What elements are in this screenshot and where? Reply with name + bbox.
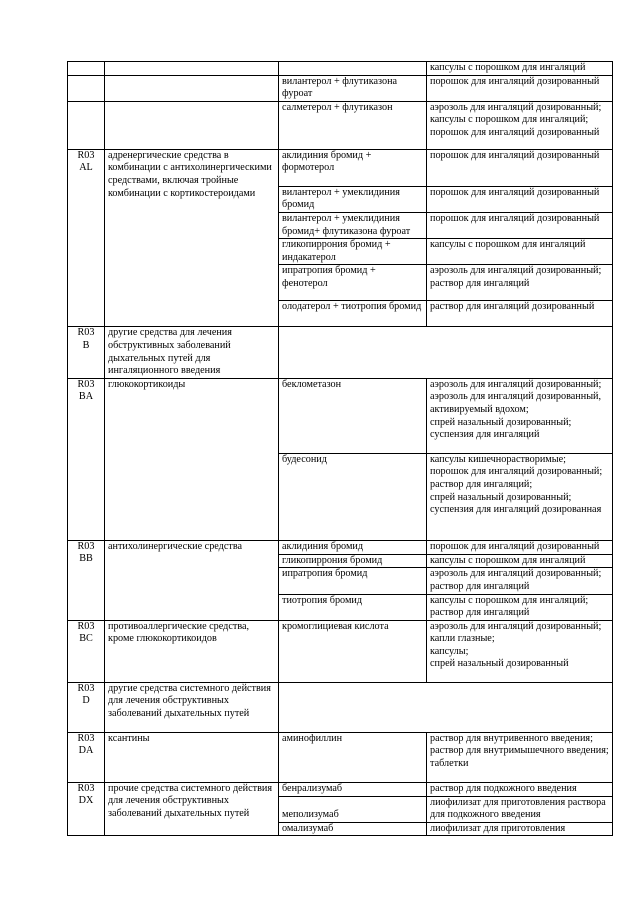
dosage-form-line: раствор для ингаляций;	[430, 478, 533, 490]
atc-code-cell	[68, 75, 105, 101]
dosage-form-line: порошок для ингаляций дозированный;	[430, 466, 603, 478]
dosage-form-line: раствор для внутримышечного введения;	[430, 745, 609, 757]
dosage-form-line: капсулы с порошком для ингаляций	[430, 239, 586, 251]
dosage-forms-cell	[427, 568, 613, 594]
atc-code-cell	[68, 682, 105, 732]
dosage-form-line: порошок для ингаляций дозированный	[430, 212, 600, 224]
dosage-form-line: аэрозоль для ингаляций дозированный;	[430, 620, 602, 632]
dosage-forms-cell	[427, 594, 613, 620]
dosage-forms-cell	[427, 796, 613, 822]
pharmacological-group-cell: глюкокортикоиды	[105, 378, 279, 540]
dosage-form-line: аэрозоль для ингаляций дозированный; раствор для ингаляций	[430, 568, 602, 592]
dosage-form-line: лиофилизат для приготовления	[430, 822, 566, 834]
atc-code-part: AL	[79, 162, 93, 174]
dosage-form-line: лиофилизат для приготовления раствора для подкожного введения	[430, 796, 606, 821]
drug-name-cell: кромоглициевая кислота	[279, 620, 427, 682]
dosage-forms-cell	[427, 212, 613, 238]
dosage-forms-cell	[427, 822, 613, 836]
pharmacological-group-cell: антихолинергические средства	[105, 540, 279, 620]
atc-code-part: D	[82, 695, 90, 707]
dosage-form-line: спрей назальный дозированный;	[430, 491, 572, 503]
drug-name-cell: меполизумаб	[279, 796, 427, 822]
atc-code-part: DX	[78, 795, 94, 807]
drug-name-cell: вилантерол + умеклидиния бромид+ флутиказона фуроат	[279, 212, 427, 238]
dosage-form-line: капсулы с порошком для ингаляций;	[430, 114, 589, 126]
dosage-forms-cell	[427, 453, 613, 540]
dosage-forms-cell	[427, 378, 613, 453]
dosage-forms-cell	[427, 186, 613, 212]
dosage-form-line: раствор для ингаляций	[430, 607, 530, 619]
dosage-form-line: капли глазные;	[430, 633, 495, 645]
empty-cell	[279, 682, 613, 732]
table-row	[68, 732, 613, 782]
dosage-form-line: раствор для подкожного введения	[430, 782, 577, 794]
table-row	[68, 75, 613, 101]
dosage-form-line: капсулы кишечнорастворимые;	[430, 453, 566, 465]
table-body	[68, 62, 613, 836]
empty-cell	[279, 327, 613, 378]
dosage-form-line: капсулы с порошком для ингаляций	[430, 554, 586, 566]
drug-name-cell: будесонид	[279, 453, 427, 540]
table-row	[68, 62, 613, 76]
dosage-forms-cell	[427, 620, 613, 682]
table-row	[68, 782, 613, 796]
drug-name-cell: аклидиния бромид + формотерол	[279, 149, 427, 186]
drug-name-cell	[279, 62, 427, 76]
atc-code-part: R03	[77, 782, 95, 794]
drug-name-cell: олодатерол + тиотропия бромид	[279, 301, 427, 327]
drug-name-cell: тиотропия бромид	[279, 594, 427, 620]
dosage-form-line: спрей назальный дозированный;	[430, 416, 572, 428]
dosage-forms-cell	[427, 101, 613, 149]
dosage-forms-cell	[427, 540, 613, 554]
pharmacological-group-cell: прочие средства системного действия для лечения обструктивных заболеваний дыхательных путей	[105, 782, 279, 836]
atc-code-cell	[68, 62, 105, 76]
dosage-forms-cell	[427, 75, 613, 101]
atc-code-cell	[68, 732, 105, 782]
drug-name-cell: ипратропия бромид	[279, 568, 427, 594]
dosage-forms-cell	[427, 62, 613, 76]
atc-code-cell	[68, 101, 105, 149]
drug-name-cell: омализумаб	[279, 822, 427, 836]
table-row	[68, 327, 613, 378]
dosage-form-line: раствор для ингаляций	[430, 277, 530, 289]
drug-name-cell: салметерол + флутиказон	[279, 101, 427, 149]
dosage-forms-cell	[427, 265, 613, 301]
dosage-form-line: порошок для ингаляций дозированный	[430, 126, 600, 138]
pharmacological-group-cell: другие средства для лечения обструктивных заболеваний дыхательных путей для ингаляционного введения	[105, 327, 279, 378]
dosage-form-line: аэрозоль для ингаляций дозированный;	[430, 265, 602, 277]
dosage-form-line: порошок для ингаляций дозированный	[430, 75, 600, 87]
dosage-form-line: порошок для ингаляций дозированный	[430, 540, 600, 552]
atc-code-part: R03	[77, 682, 95, 694]
dosage-forms-cell	[427, 301, 613, 327]
table-row	[68, 101, 613, 149]
atc-code-cell	[68, 620, 105, 682]
pharmacological-group-cell: другие средства системного действия для лечения обструктивных заболеваний дыхательных путей	[105, 682, 279, 732]
drug-name-cell: гликопиррония бромид	[279, 554, 427, 568]
drug-name-cell: гликопиррония бромид + индакатерол	[279, 239, 427, 265]
dosage-form-line: раствор для внутривенного введения;	[430, 732, 593, 744]
pharmacological-group-cell	[105, 75, 279, 101]
atc-code-part: R03	[77, 540, 95, 552]
dosage-form-line: капсулы с порошком для ингаляций	[430, 62, 586, 73]
dosage-forms-cell	[427, 732, 613, 782]
atc-code-part: R03	[77, 378, 95, 390]
dosage-form-line: капсулы;	[430, 645, 469, 657]
dosage-form-line: таблетки	[430, 757, 469, 769]
atc-code-cell	[68, 782, 105, 836]
pharmacological-group-cell: ксантины	[105, 732, 279, 782]
pharmacological-group-cell: противоаллергические средства, кроме глюкокортикоидов	[105, 620, 279, 682]
atc-code-part: R03	[77, 620, 95, 632]
table-row	[68, 540, 613, 554]
dosage-form-line: суспензия для ингаляций	[430, 429, 540, 441]
table-row	[68, 378, 613, 453]
drug-name-cell: бенрализумаб	[279, 782, 427, 796]
atc-code-cell	[68, 149, 105, 327]
dosage-form-line: порошок для ингаляций дозированный	[430, 149, 600, 161]
dosage-form-line: аэрозоль для ингаляций дозированный;	[430, 378, 602, 390]
table-row	[68, 149, 613, 186]
table-row	[68, 682, 613, 732]
pharmacological-group-cell: адренергические средства в комбинации с антихолинергическими средствами, включая тройные комбинации с кортикостероидами	[105, 149, 279, 327]
dosage-forms-cell	[427, 239, 613, 265]
atc-code-part: B	[82, 339, 90, 351]
atc-code-part: R03	[77, 327, 95, 339]
dosage-form-line: капсулы с порошком для ингаляций;	[430, 594, 589, 606]
pharmacological-group-cell	[105, 62, 279, 76]
drug-name-cell: вилантерол + умеклидиния бромид	[279, 186, 427, 212]
drug-name-cell: аминофиллин	[279, 732, 427, 782]
table-row	[68, 620, 613, 682]
dosage-form-line: спрей назальный дозированный	[430, 658, 569, 670]
atc-code-cell	[68, 378, 105, 540]
drug-table	[67, 61, 613, 836]
dosage-form-line: раствор для ингаляций дозированный	[430, 301, 595, 313]
atc-code-part: BC	[79, 633, 93, 645]
atc-code-cell	[68, 540, 105, 620]
dosage-form-line: аэрозоль для ингаляций дозированный;	[430, 101, 602, 113]
drug-name-cell: ипратропия бромид + фенотерол	[279, 265, 427, 301]
pharmacological-group-cell	[105, 101, 279, 149]
dosage-form-line: суспензия для ингаляций дозированная	[430, 504, 602, 516]
dosage-form-line: порошок для ингаляций дозированный	[430, 186, 600, 198]
drug-name-cell: аклидиния бромид	[279, 540, 427, 554]
drug-name-cell: беклометазон	[279, 378, 427, 453]
dosage-forms-cell	[427, 554, 613, 568]
dosage-forms-cell	[427, 149, 613, 186]
drug-name-cell: вилантерол + флутиказона фуроат	[279, 75, 427, 101]
atc-code-part: DA	[78, 745, 94, 757]
atc-code-cell	[68, 327, 105, 378]
atc-code-part: BA	[78, 391, 94, 403]
dosage-form-line: аэрозоль для ингаляций дозированный, активируемый вдохом;	[430, 391, 602, 415]
atc-code-part: R03	[77, 149, 95, 161]
dosage-forms-cell	[427, 782, 613, 796]
atc-code-part: R03	[77, 732, 95, 744]
atc-code-part: BB	[79, 553, 93, 565]
